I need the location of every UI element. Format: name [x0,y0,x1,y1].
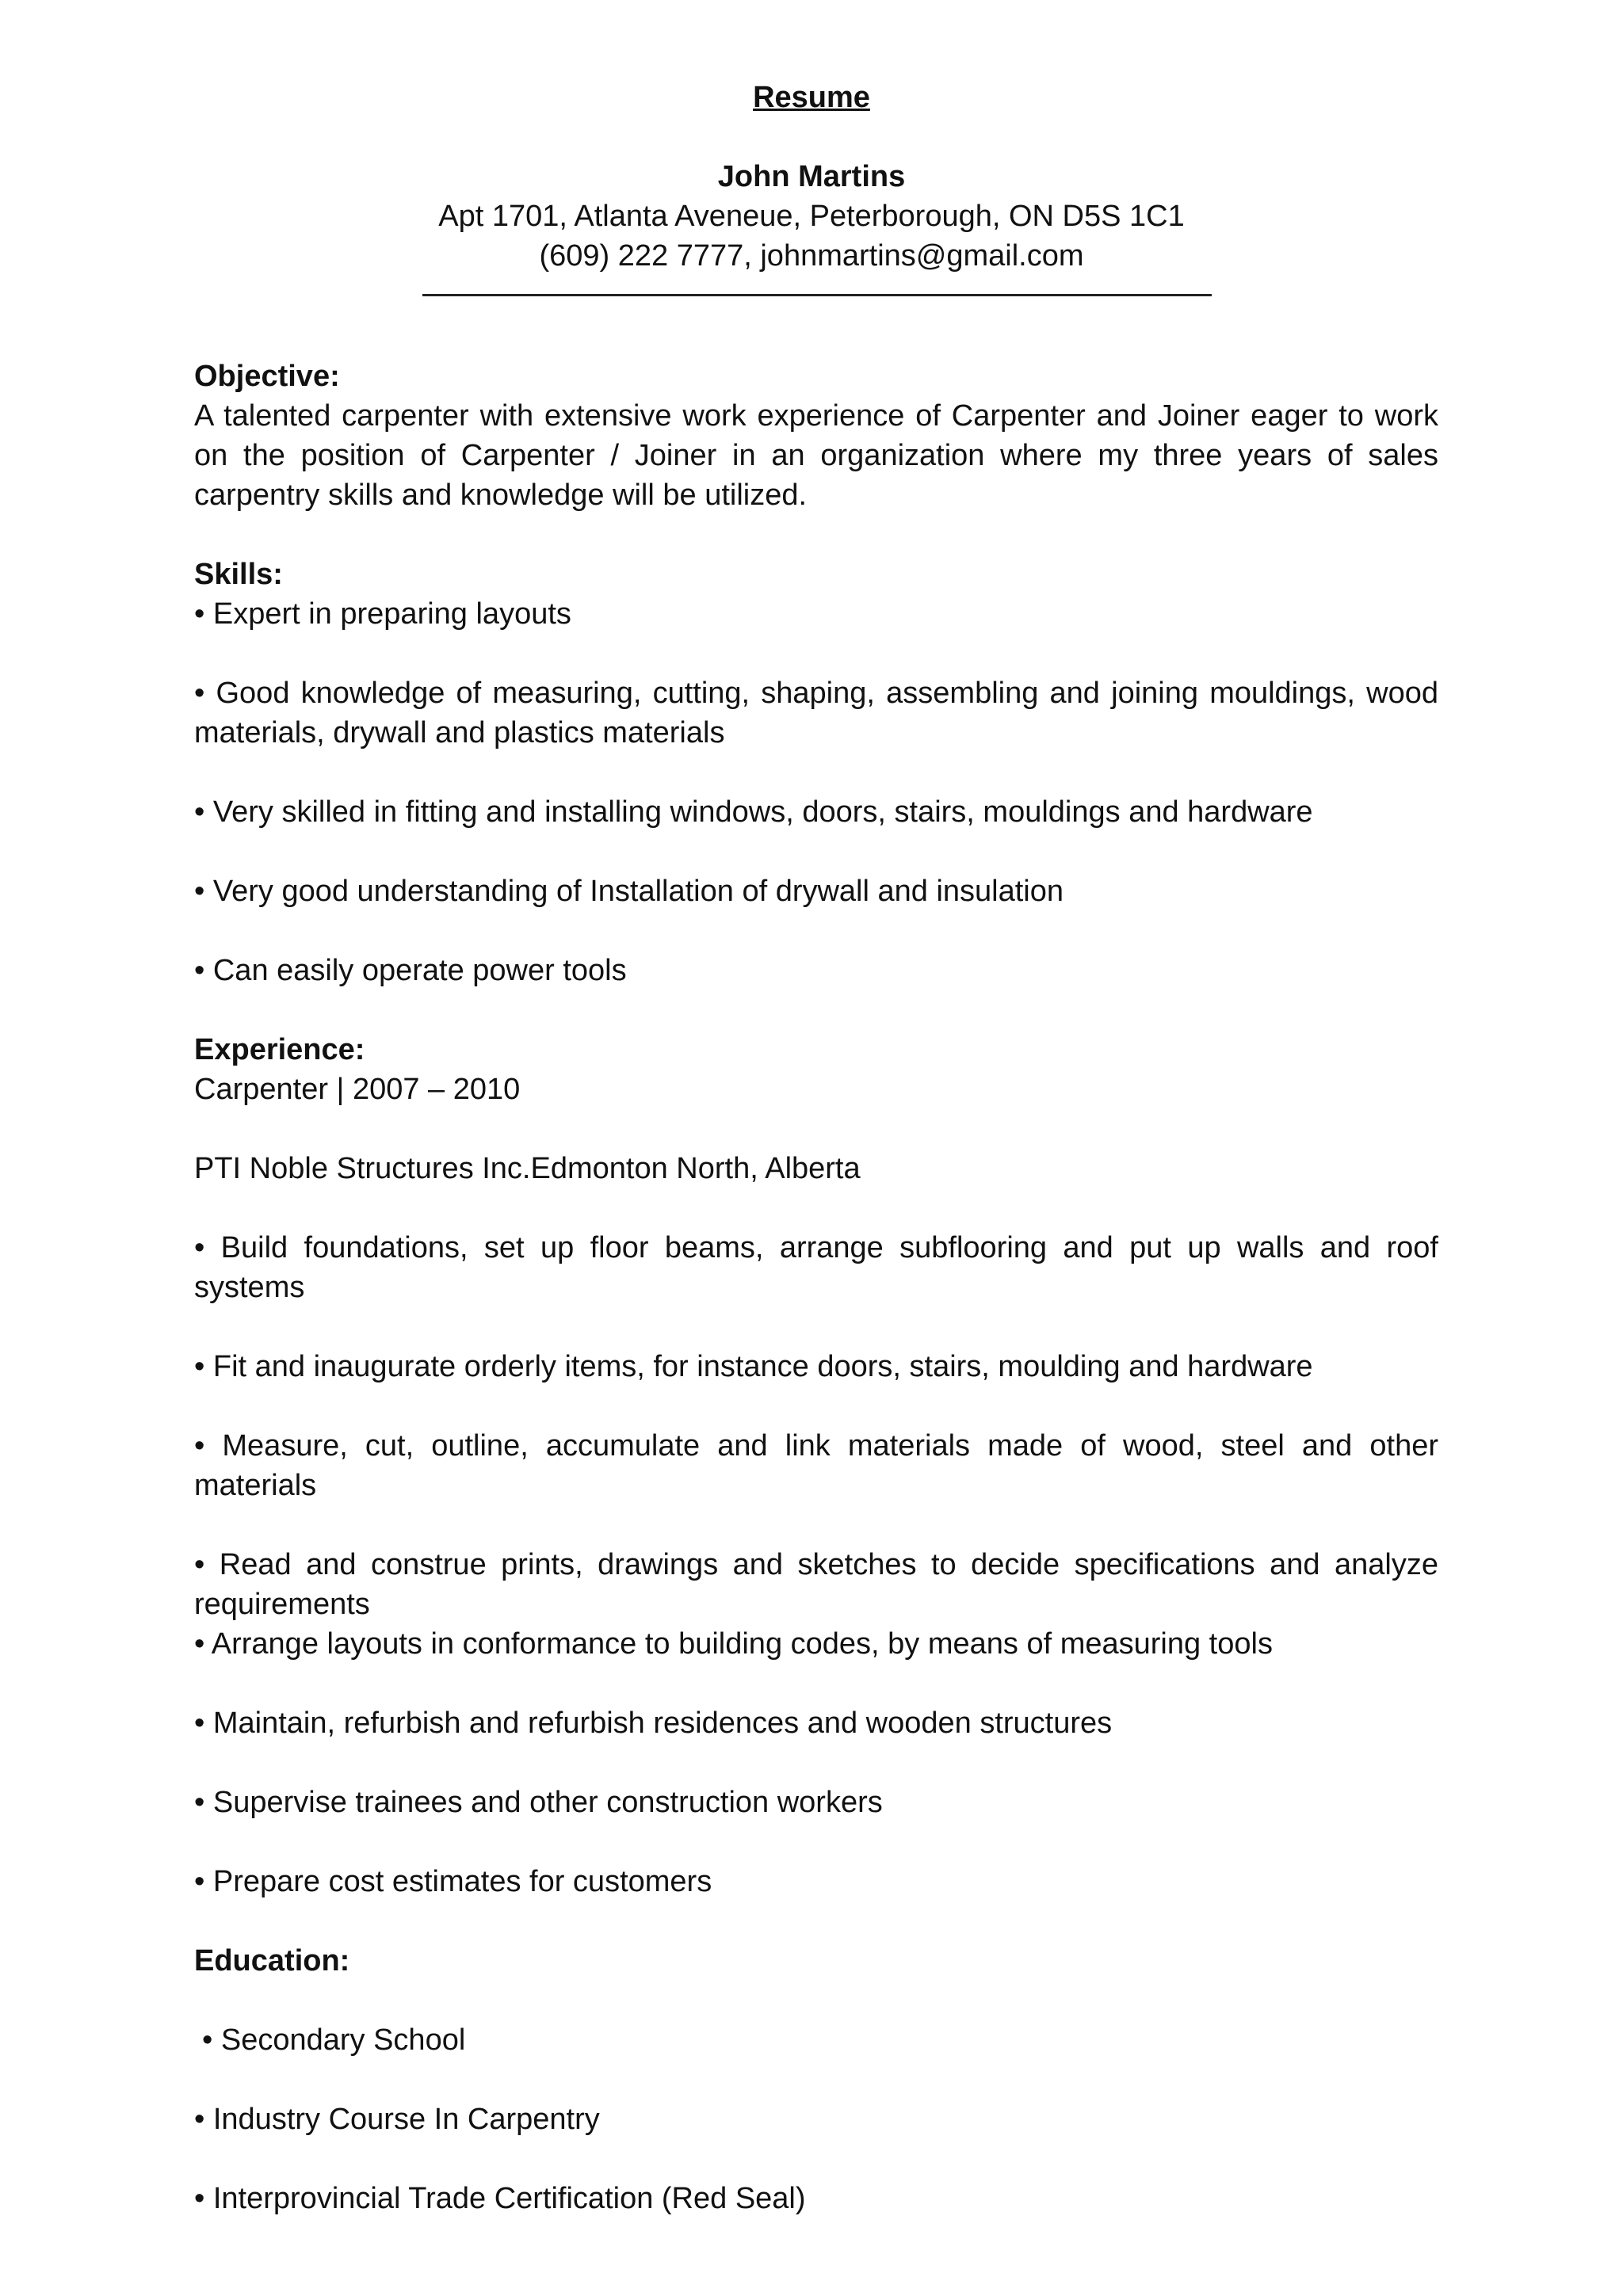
applicant-name: John Martins [717,160,906,193]
education-heading: Education: [194,1944,350,1978]
skill-item: • Expert in preparing layouts [194,597,571,631]
experience-role: Carpenter | 2007 – 2010 [194,1073,521,1106]
experience-item: • Build foundations, set up floor beams, arrange subflooring and put up walls and roof systems [194,1231,1438,1304]
skill-item: • Good knowledge of measuring, cutting, shaping, assembling and joining mouldings, wood materials, drywall and plastics materials [194,677,1438,749]
document-title: Resume [753,81,870,114]
header-divider [422,294,1212,296]
education-item: • Industry Course In Carpentry [194,2103,600,2136]
objective-heading: Objective: [194,360,340,393]
experience-item: • Prepare cost estimates for customers [194,1865,712,1898]
education-item: • Interprovincial Trade Certification (Red Seal) [194,2182,806,2215]
experience-item: • Arrange layouts in conformance to building codes, by means of measuring tools [194,1627,1273,1661]
education-item: • Secondary School [202,2023,466,2057]
objective-text: A talented carpenter with extensive work experience of Carpenter and Joiner eager to work on the position of Carpenter / Joiner in an organization where my three years of sales carpentry skills and knowledge will be utilized. [194,399,1438,512]
experience-company: PTI Noble Structures Inc.Edmonton North, Alberta [194,1152,861,1185]
skill-item: • Very good understanding of Installation of drywall and insulation [194,875,1064,908]
experience-item: • Maintain, refurbish and refurbish residences and wooden structures [194,1707,1113,1740]
resume-body [194,357,1438,2218]
experience-item: • Read and construe prints, drawings and sketches to decide specifications and analyze requirements [194,1548,1438,1621]
applicant-address: Apt 1701, Atlanta Aveneue, Peterborough, ON D5S 1C1 [438,200,1185,233]
experience-item: • Supervise trainees and other construction workers [194,1786,883,1819]
applicant-contact: (609) 222 7777, johnmartins@gmail.com [539,239,1084,273]
experience-item: • Fit and inaugurate orderly items, for instance doors, stairs, moulding and hardware [194,1350,1313,1383]
skill-item: • Can easily operate power tools [194,954,627,987]
experience-heading: Experience: [194,1033,365,1066]
skills-heading: Skills: [194,558,283,591]
skill-item: • Very skilled in fitting and installing windows, doors, stairs, mouldings and hardware [194,795,1313,829]
experience-item: • Measure, cut, outline, accumulate and link materials made of wood, steel and other materials [194,1429,1438,1502]
